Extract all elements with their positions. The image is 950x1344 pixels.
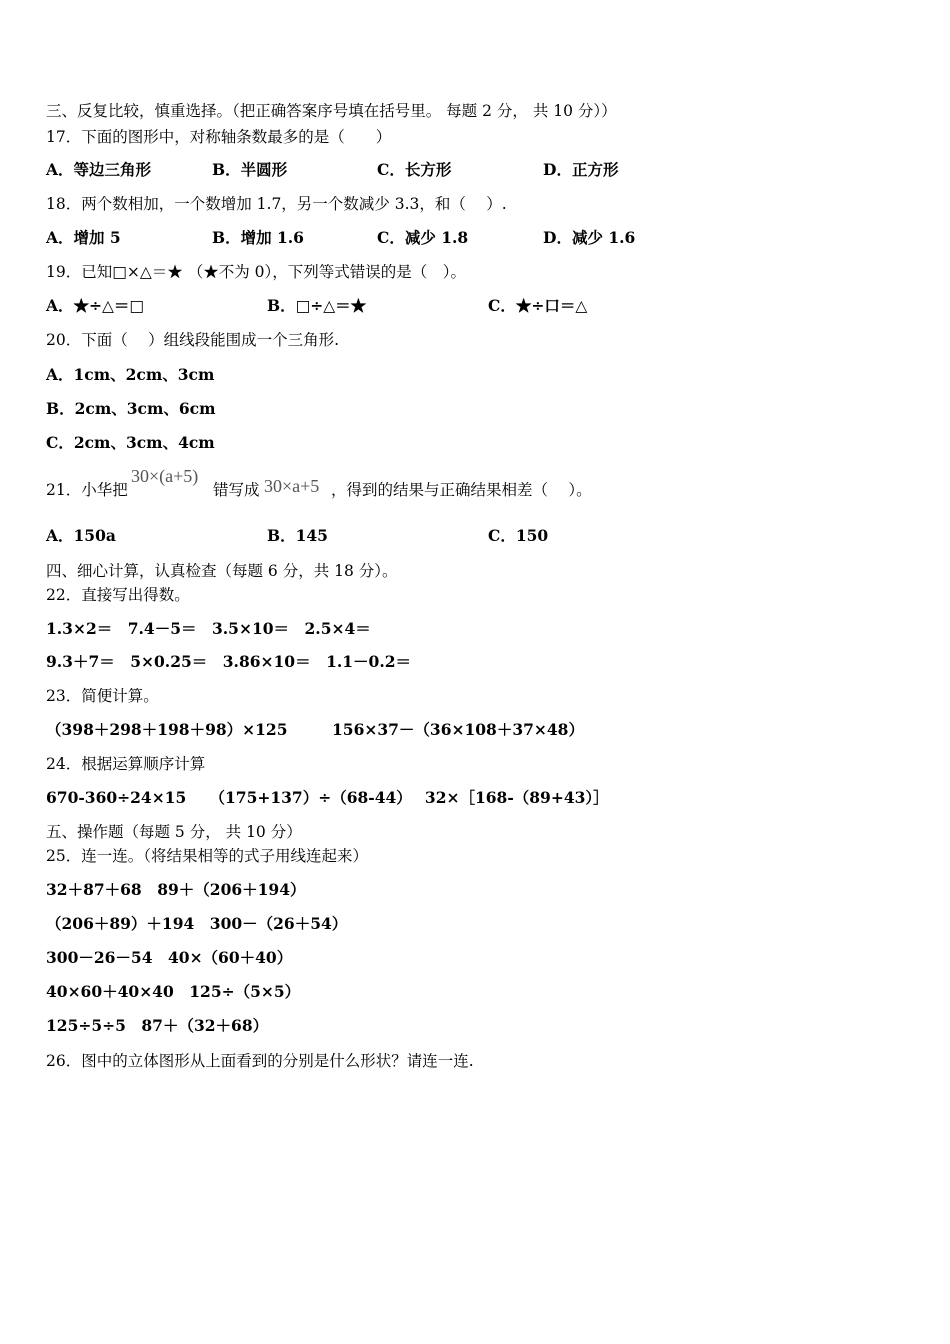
section5-title: 五、操作题（每题 5 分， 共 10 分） (46, 823, 302, 841)
q23-stem: 23．简便计算。 (46, 687, 159, 705)
q24-stem: 24．根据运算顺序计算 (46, 755, 206, 773)
q21-option-b: B．145 (267, 526, 328, 545)
section3-title: 三、反复比较，慎重选择。（把正确答案序号填在括号里。 每题 2 分， 共 10 分）） (46, 102, 617, 120)
q25-stem: 25．连一连。（将结果相等的式子用线连起来） (46, 847, 368, 865)
q24-exprs: 670-360÷24×15 （175+137）÷（68-44） 32×［168-（89+43）］ (46, 788, 609, 807)
q21-option-c: C．150 (488, 526, 549, 545)
q18-option-c: C．减少 1.8 (377, 228, 469, 247)
q21-option-a: A．150a (46, 526, 116, 545)
q23-expr2: 156×37－（36×108＋37×48） (332, 720, 584, 739)
q19-option-a: A．★÷△＝□ (46, 296, 145, 315)
q17-option-b: B．半圆形 (212, 160, 288, 179)
q20-option-c: C．2cm、3cm、4cm (46, 433, 215, 452)
q17-stem: 17．下面的图形中，对称轴条数最多的是（ ） (46, 128, 392, 146)
q21-expr2: 30×a+5 (264, 476, 320, 496)
q22-row2: 9.3＋7＝ 5×0.25＝ 3.86×10＝ 1.1－0.2＝ (46, 652, 412, 671)
q19-option-c: C．★÷口＝△ (488, 296, 588, 315)
q20-option-b: B．2cm、3cm、6cm (46, 399, 216, 418)
q23-expr1: （398＋298＋198＋98）×125 (46, 720, 288, 739)
q26-stem: 26．图中的立体图形从上面看到的分别是什么形状？请连一连. (46, 1052, 474, 1070)
q20-stem: 20．下面（ ）组线段能围成一个三角形. (46, 331, 340, 349)
q21-prefix: 21．小华把 (46, 481, 128, 499)
q17-option-c: C．长方形 (377, 160, 452, 179)
q18-option-d: D．减少 1.6 (543, 228, 636, 247)
q22-stem: 22．直接写出得数。 (46, 586, 190, 604)
q20-option-a: A．1cm、2cm、3cm (46, 365, 215, 384)
q25-row: （206＋89）＋194 300－（26＋54） (46, 914, 348, 933)
q17-option-a: A．等边三角形 (46, 160, 152, 179)
q25-row: 300－26－54 40×（60＋40） (46, 948, 293, 967)
q21-middle: 错写成 (213, 481, 260, 499)
q25-row: 125÷5÷5 87＋（32＋68） (46, 1016, 269, 1035)
q21-expr1: 30×(a+5) (131, 466, 199, 486)
q18-option-a: A．增加 5 (46, 228, 121, 247)
q18-option-b: B．增加 1.6 (212, 228, 304, 247)
q25-row: 40×60＋40×40 125÷（5×5） (46, 982, 301, 1001)
q21-suffix: ，得到的结果与正确结果相差（ ）。 (331, 481, 592, 499)
q25-row: 32＋87＋68 89＋（206＋194） (46, 880, 306, 899)
q19-stem: 19．已知□×△＝★ （★不为 0），下列等式错误的是（ ）。 (46, 263, 466, 281)
section4-title: 四、细心计算，认真检查（每题 6 分，共 18 分）。 (46, 562, 398, 580)
q19-option-b: B．□÷△＝★ (267, 296, 367, 315)
q22-row1: 1.3×2＝ 7.4－5＝ 3.5×10＝ 2.5×4＝ (46, 619, 371, 638)
q18-stem: 18．两个数相加，一个数增加 1.7，另一个数减少 3.3，和（ ）. (46, 195, 507, 213)
q17-option-d: D．正方形 (543, 160, 619, 179)
